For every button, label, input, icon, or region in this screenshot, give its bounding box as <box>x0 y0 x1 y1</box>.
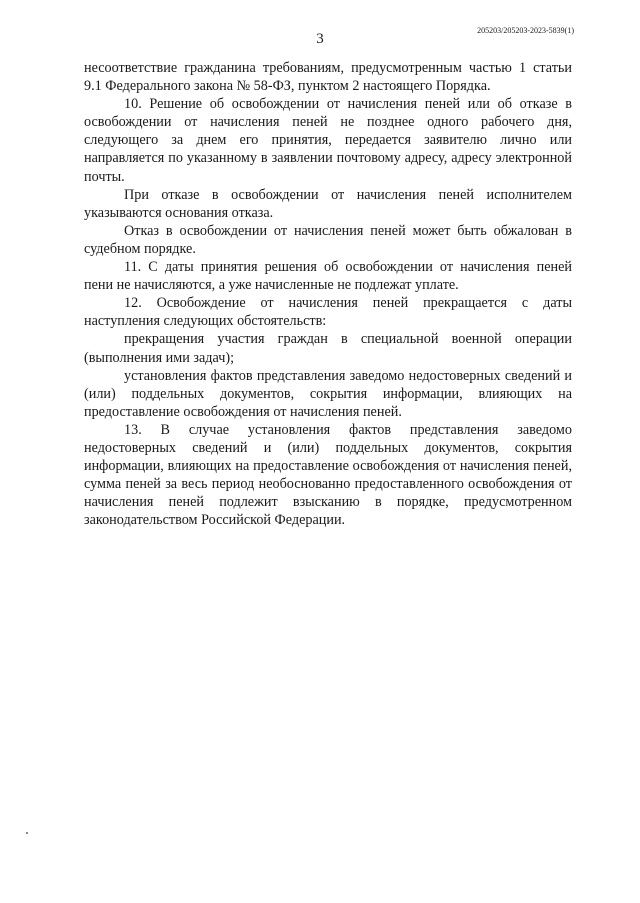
paragraph-continuation: несоответствие гражданина требованиям, предусмотренным частью 1 статьи 9.1 Федерального закона № 58-ФЗ, пунктом 2 настоящего Порядка. <box>84 60 572 95</box>
document-code: 205203/205203-2023-5839(1) <box>477 26 574 35</box>
scan-mark <box>26 832 28 834</box>
paragraph-12-item-1: прекращения участия граждан в специальной военной операции (выполнения ими задач); <box>84 331 572 366</box>
paragraph-12: 12. Освобождение от начисления пеней прекращается с даты наступления следующих обстоятельств: <box>84 295 572 330</box>
document-body <box>84 59 572 529</box>
paragraph-refusal-appeal: Отказ в освобождении от начисления пеней может быть обжалован в судебном порядке. <box>84 222 572 257</box>
paragraph-11: 11. С даты принятия решения об освобождении от начисления пеней пени не начисляются, а уже начисленные не подлежат уплате. <box>84 259 572 294</box>
paragraph-12-item-2: установления фактов представления заведомо недостоверных сведений и (или) поддельных документов, сокрытия информации, влияющих на предоставление освобождения от начисления пеней. <box>84 367 572 420</box>
paragraph-10: 10. Решение об освобождении от начисления пеней или об отказе в освобождении от начисления пеней не позднее одного рабочего дня, следующего за днем его принятия, передается заявителю лично или направляется по указанному в заявлении почтовому адресу, адресу электронной почты. <box>84 96 572 185</box>
page-number: 3 <box>316 31 324 47</box>
paragraph-13: 13. В случае установления фактов представления заведомо недостоверных сведений и (или) поддельных документов, сокрытия информации, влияющих на предоставление освобождения от начисления пеней, сумма пеней за весь период необоснованно предоставленного освобождения от начисления пеней подлежит взысканию в порядке, предусмотренном законодательством Российской Федерации. <box>84 421 572 529</box>
paragraph-refusal-grounds: При отказе в освобождении от начисления пеней исполнителем указываются основания отказа. <box>84 186 572 221</box>
